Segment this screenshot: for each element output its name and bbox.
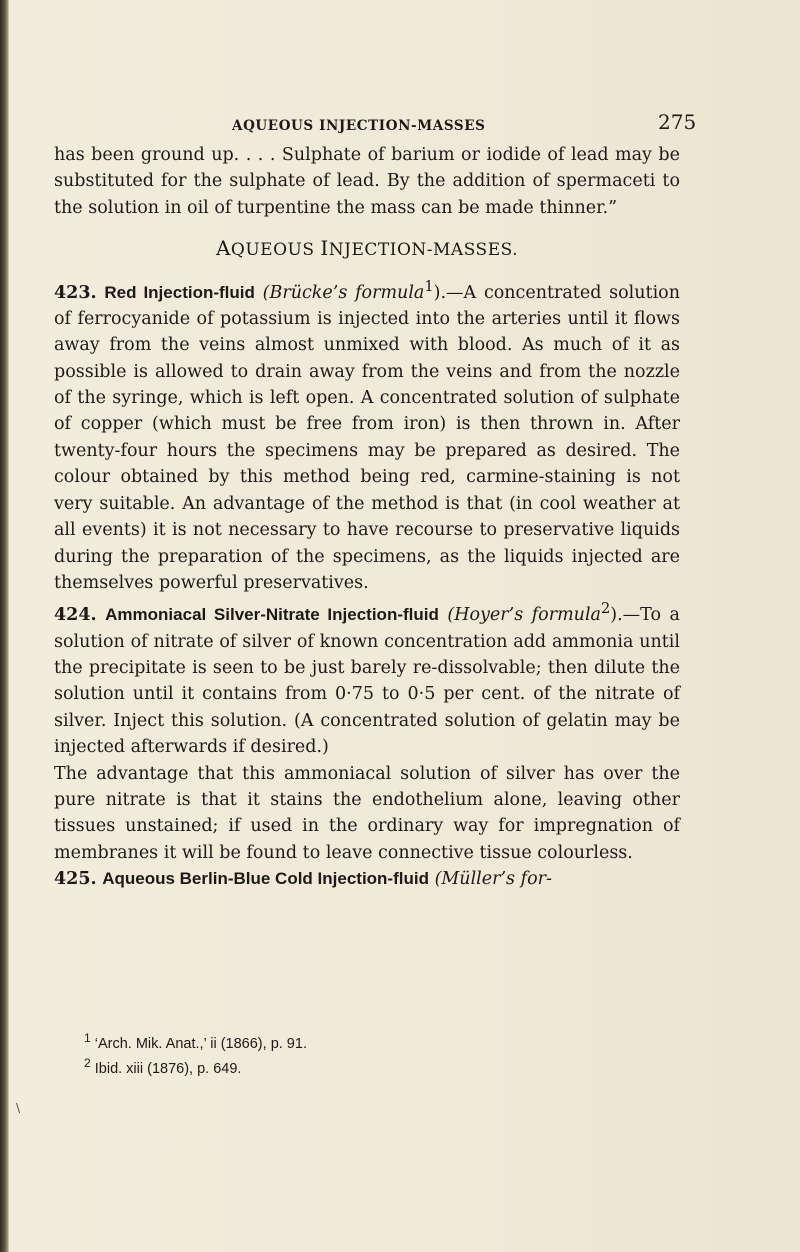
footnote-ref: 1 [424,277,434,295]
footnotes [84,1029,307,1079]
binding-gutter [0,0,9,1252]
running-head: AQUEOUS INJECTION-MASSES [232,118,486,134]
footnote-2: $^2$ Ibid. xiii (1876), p. 649. [84,1055,242,1077]
paragraph-number: 423. [54,282,97,303]
margin-mark: \ [16,1101,21,1115]
paragraph-text: —A concentrated solution of ferrocyanide of potassium is injected into the arteries until it flows away from the veins almost unmixed with blood. As much of it as possible is allowed to drain away from the veins and from the nozzle of the syringe, which is left open. A concentrated solution of sulphate of copper (which must be free from iron) is then thrown in. After twenty-four hours the specimens may be prepared as desired. The colour obtained by this method being red, carmine-staining is not very suitable. An advantage of the method is that (in cool weather at all events) it is not necessary to have recourse to preservative liquids during the preparation of the specimens, as the liquids injected are themselves powerful preservatives. [54,282,680,593]
paragraph-heading: Red Injection-fluid [104,282,255,302]
paragraph-heading: Aqueous Berlin-Blue Cold Injection-fluid [102,869,429,889]
paragraph-heading: Ammoniacal Silver-Nitrate Injection-fluid [105,605,439,625]
paragraph-text: The advantage that this ammoniacal solution of silver has over the pure nitrate is that it stains the endothelium alone, leaving other tissues unstained; if used in the ordinary way for impregnation of membranes it will be found to leave connective tissue colourless. [54,763,680,863]
footnote-1: $^1$ ‘Arch. Mik. Anat.,’ ii (1866), p. 91. [84,1031,307,1052]
continued-paragraph: has been ground up. . . . Sulphate of barium or iodide of lead may be substituted for the sulphate of lead. By the addition of spermaceti to the solution in oil of turpentine the mass can be made thinner.” [54,145,680,218]
page-header [0,108,800,138]
paragraph-text: —To a solution of nitrate of silver of known concentration add ammonia until the precipitate is seen to be just barely re-dissolvable; then dilute the solution until it contains from 0·75 to 0·5 per cent. of the nitrate of silver. Inject this solution. (A concentrated solution of gelatin may be injected afterwards if desired.) [54,605,680,758]
paragraph-number: 425. [54,869,97,890]
section-heading: AQUEOUS INJECTION-MASSES. [215,236,519,261]
page-number: 275 [658,110,697,134]
footnote-ref: 2 [600,600,611,618]
paragraph-424-continued [54,761,680,867]
paragraph-424: 424. Ammoniacal Silver-Nitrate Injection-fluid (Hoyer’s formula$^2$).—To a solution of nitrate of silver of known concentration add ammonia until the precipitate is seen to be just barely re-dissolvable; then dilute the solution until it contains from 0·75 to 0·5 per cent. of the nitrate of silver. Inject this solution. (A concentrated solution of gelatin may be injected afterwards if desired.) [54,600,680,758]
paragraph-number: 424. [54,605,97,626]
formula-citation: (Hoyer’s formula [447,605,601,626]
paragraph-423: 423. Red Injection-fluid (Brücke’s formula$^1$).—A concentrated solution of ferrocyanide of potassium is injected into the arteries until it flows away from the veins almost unmixed with blood. As much of it as possible is allowed to drain away from the veins and from the nozzle of the syringe, which is left open. A concentrated solution of sulphate of copper (which must be free from iron) is then thrown in. After twenty-four hours the specimens may be prepared as desired. The colour obtained by this method being red, carmine-staining is not very suitable. An advantage of the method is that (in cool weather at all events) it is not necessary to have recourse to preservative liquids during the preparation of the specimens, as the liquids injected are themselves powerful preservatives. [54,277,680,593]
formula-citation: (Müller’s for- [434,869,552,890]
paragraph-425 [54,866,680,892]
formula-citation: (Brücke’s formula [262,282,425,303]
page-body [54,142,680,893]
